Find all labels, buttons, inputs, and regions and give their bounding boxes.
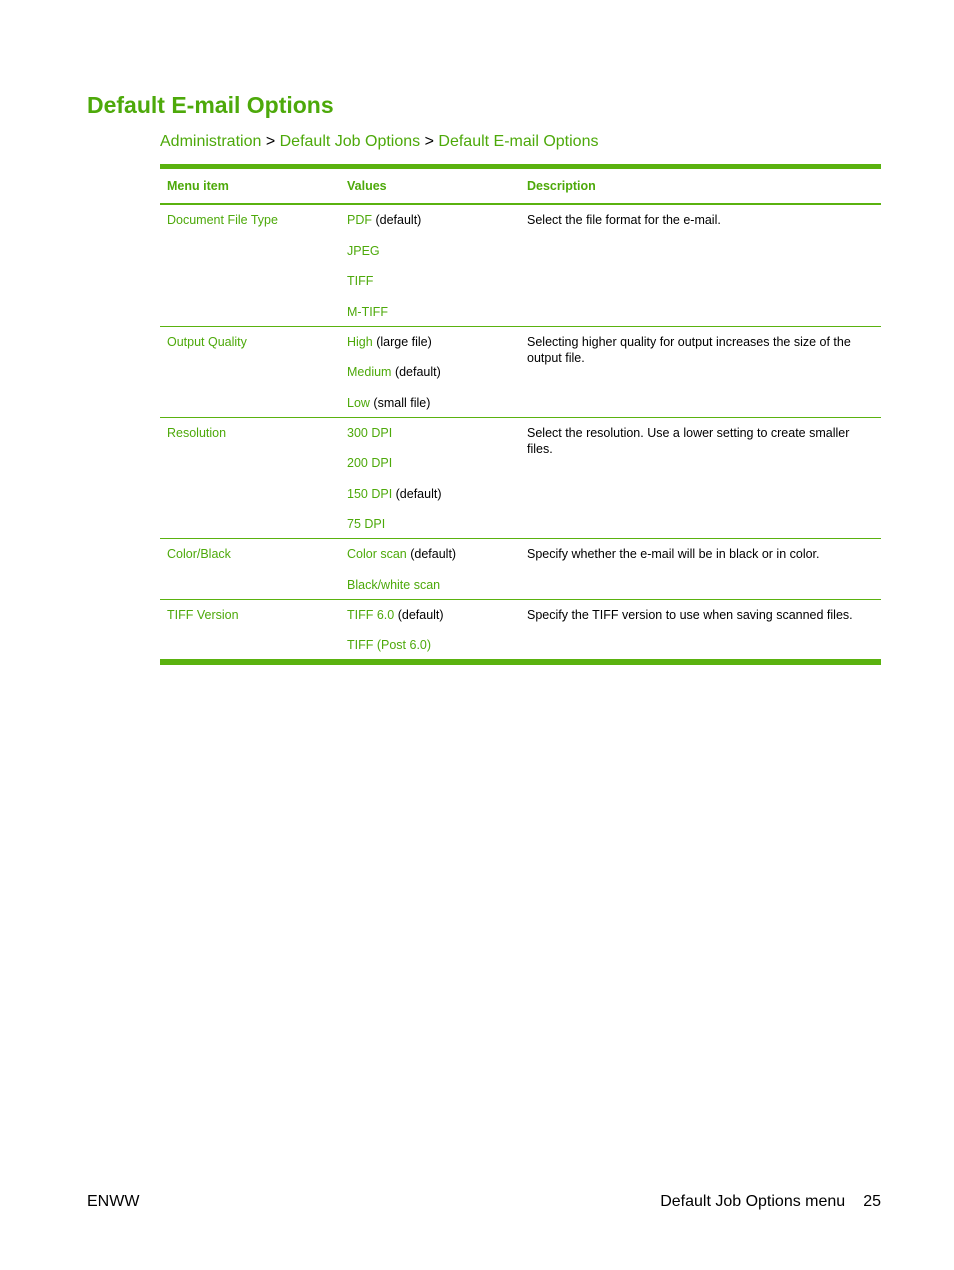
- value-suffix: (default): [391, 365, 441, 379]
- table-row: [160, 327, 881, 418]
- value-link[interactable]: 200 DPI: [347, 456, 393, 470]
- value-link[interactable]: TIFF (Post 6.0): [347, 638, 432, 652]
- breadcrumb-administration-link[interactable]: Administration: [160, 133, 262, 150]
- breadcrumb-separator: >: [265, 133, 276, 150]
- breadcrumb-default-email-options-link[interactable]: Default E-mail Options: [438, 133, 599, 150]
- table-header: [160, 169, 881, 205]
- value-link[interactable]: High: [347, 334, 373, 349]
- description: Select the file format for the e-mail.: [527, 213, 721, 227]
- header-description: Description: [527, 179, 596, 193]
- value-suffix: (small file): [369, 395, 431, 410]
- value-suffix: (default): [392, 486, 442, 501]
- value-link[interactable]: 300 DPI: [347, 425, 393, 440]
- header-menu-item: Menu item: [167, 179, 229, 193]
- footer-right: [660, 1193, 881, 1211]
- value-link[interactable]: TIFF: [347, 274, 374, 288]
- table-row: [160, 418, 881, 540]
- value-link[interactable]: TIFF 6.0: [347, 607, 395, 622]
- menu-item-link[interactable]: Output Quality: [167, 334, 247, 349]
- value-link[interactable]: 75 DPI: [347, 517, 386, 531]
- value-link[interactable]: Low: [347, 395, 370, 410]
- menu-item-link[interactable]: Document File Type: [167, 213, 278, 227]
- value-link[interactable]: 150 DPI: [347, 486, 393, 501]
- description: Selecting higher quality for output increases the size of the output file.: [527, 334, 851, 365]
- description: Select the resolution. Use a lower setting to create smaller files.: [527, 425, 850, 456]
- value-link[interactable]: Black/white scan: [347, 577, 441, 592]
- footer-section-title: Default Job Options menu: [660, 1193, 846, 1210]
- menu-item-link[interactable]: Color/Black: [167, 547, 231, 561]
- value-suffix: (default): [394, 607, 444, 622]
- description: Specify the TIFF version to use when saving scanned files.: [527, 607, 853, 622]
- breadcrumb: [160, 133, 598, 151]
- table-bottom-rule: [160, 660, 881, 665]
- menu-item-link[interactable]: TIFF Version: [167, 607, 239, 622]
- options-table: [160, 164, 881, 665]
- value-link[interactable]: Medium: [347, 365, 392, 379]
- page-number: 25: [863, 1193, 881, 1210]
- value-link[interactable]: PDF: [347, 213, 372, 227]
- value-link[interactable]: M-TIFF: [347, 304, 388, 319]
- value-link[interactable]: Color scan: [347, 547, 407, 561]
- menu-item-link[interactable]: Resolution: [167, 425, 227, 440]
- page-title: Default E-mail Options: [87, 92, 334, 118]
- value-suffix: (default): [406, 547, 457, 561]
- breadcrumb-default-job-options-link[interactable]: Default Job Options: [279, 133, 421, 150]
- table-row: [160, 205, 881, 327]
- description: Specify whether the e-mail will be in black or in color.: [527, 547, 820, 561]
- value-suffix: (large file): [372, 334, 432, 349]
- value-link[interactable]: JPEG: [347, 243, 380, 258]
- breadcrumb-separator: >: [424, 133, 434, 150]
- table-row: [160, 539, 881, 600]
- footer-left: ENWW: [87, 1193, 140, 1210]
- value-suffix: (default): [372, 213, 422, 227]
- table-row: [160, 600, 881, 661]
- header-values: Values: [347, 179, 387, 193]
